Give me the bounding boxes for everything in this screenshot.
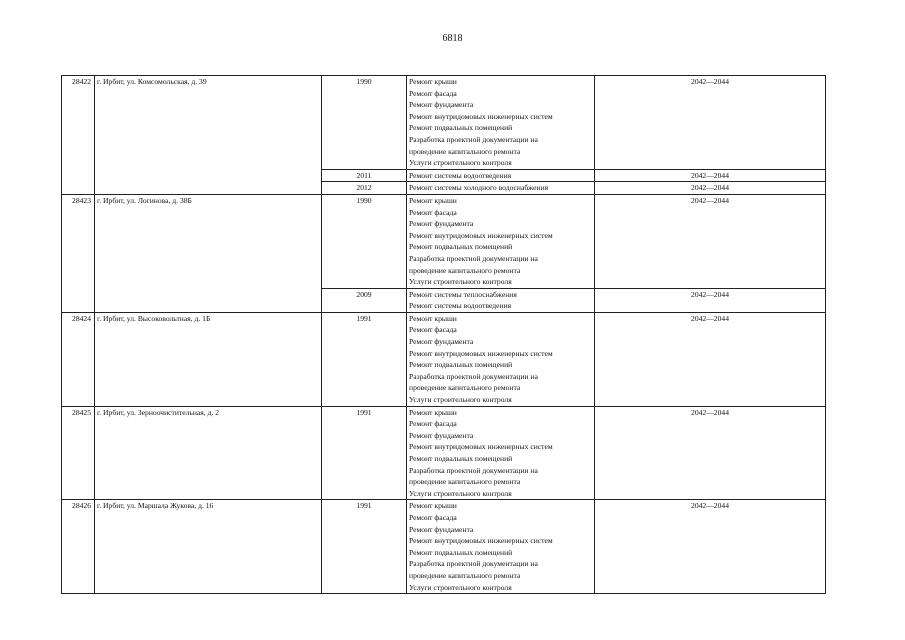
work-item: Ремонт фундамента bbox=[409, 100, 474, 110]
work-item: Ремонт крыши bbox=[409, 501, 457, 511]
table-row bbox=[62, 406, 826, 500]
work-item: Ремонт фасада bbox=[409, 207, 457, 217]
year-cell: 1991 bbox=[322, 500, 407, 594]
work-item: Ремонт подвальных помещений bbox=[409, 360, 513, 370]
period-cell: 2042—2044 bbox=[595, 500, 826, 594]
work-item: Услуги строительного контроля bbox=[409, 395, 512, 405]
works-cell bbox=[407, 76, 595, 170]
work-item: Услуги строительного контроля bbox=[409, 158, 512, 168]
house-id-cell: 28422 bbox=[62, 76, 95, 195]
work-item: Разработка проектной документации на bbox=[409, 559, 538, 569]
address-cell: г. Ирбит, ул. Логинова, д. 38Б bbox=[95, 194, 322, 312]
works-cell bbox=[407, 194, 595, 288]
address-cell: г. Ирбит, ул. Зерноочистительная, д. 2 bbox=[95, 406, 322, 500]
period-cell: 2042—2044 bbox=[595, 194, 826, 288]
work-item: Ремонт внутридомовых инженерных систем bbox=[409, 111, 553, 121]
house-id-cell: 28426 bbox=[62, 500, 95, 594]
work-item: Ремонт системы водоотведения bbox=[409, 170, 512, 180]
period-cell: 2042—2044 bbox=[595, 312, 826, 406]
work-item: Ремонт фасада bbox=[409, 512, 457, 522]
year-cell: 1991 bbox=[322, 312, 407, 406]
works-cell bbox=[407, 500, 595, 594]
work-item: Ремонт крыши bbox=[409, 195, 457, 205]
house-id-cell: 28423 bbox=[62, 194, 95, 312]
work-item: Ремонт подвальных помещений bbox=[409, 242, 513, 252]
period-cell: 2042—2044 bbox=[595, 169, 826, 182]
work-item: Ремонт фундамента bbox=[409, 337, 474, 347]
work-item: Разработка проектной документации на bbox=[409, 371, 538, 381]
period-cell: 2042—2044 bbox=[595, 288, 826, 312]
work-item: Ремонт фасада bbox=[409, 419, 457, 429]
work-item: Ремонт внутридомовых инженерных систем bbox=[409, 348, 553, 358]
work-item: Ремонт фундамента bbox=[409, 219, 474, 229]
period-cell: 2042—2044 bbox=[595, 182, 826, 195]
works-cell bbox=[407, 406, 595, 500]
work-item: Разработка проектной документации на bbox=[409, 253, 538, 263]
period-cell: 2042—2044 bbox=[595, 76, 826, 170]
work-item: Услуги строительного контроля bbox=[409, 277, 512, 287]
work-item: проведение капитального ремонта bbox=[409, 265, 521, 275]
year-cell: 2009 bbox=[322, 288, 407, 312]
work-item: Ремонт крыши bbox=[409, 77, 457, 86]
table-body bbox=[62, 76, 826, 594]
work-item: Ремонт внутридомовых инженерных систем bbox=[409, 536, 553, 546]
year-cell: 1990 bbox=[322, 194, 407, 288]
period-cell: 2042—2044 bbox=[595, 406, 826, 500]
work-item: Ремонт подвальных помещений bbox=[409, 123, 513, 133]
table-row bbox=[62, 312, 826, 406]
work-item: Ремонт внутридомовых инженерных систем bbox=[409, 230, 553, 240]
year-cell: 1991 bbox=[322, 406, 407, 500]
work-item: Ремонт системы холодного водоснабжения bbox=[409, 183, 549, 193]
year-cell: 1990 bbox=[322, 76, 407, 170]
works-cell bbox=[407, 312, 595, 406]
work-item: Ремонт фасада bbox=[409, 325, 457, 335]
address-cell: г. Ирбит, ул. Высоковольтная, д. 1Б bbox=[95, 312, 322, 406]
work-item: Разработка проектной документации на bbox=[409, 134, 538, 144]
year-cell: 2012 bbox=[322, 182, 407, 195]
work-item: Ремонт подвальных помещений bbox=[409, 547, 513, 557]
works-cell bbox=[407, 182, 595, 195]
table-row bbox=[62, 76, 826, 170]
work-item: проведение капитального ремонта bbox=[409, 383, 521, 393]
repair-schedule-table bbox=[61, 75, 826, 594]
table-row bbox=[62, 500, 826, 594]
address-cell: г. Ирбит, ул. Комсомольская, д. 39 bbox=[95, 76, 322, 195]
work-item: Ремонт подвальных помещений bbox=[409, 454, 513, 463]
work-item: проведение капитального ремонта bbox=[409, 477, 521, 487]
work-item: Ремонт фасада bbox=[409, 88, 457, 98]
work-item: Услуги строительного контроля bbox=[409, 582, 512, 592]
works-cell bbox=[407, 288, 595, 312]
work-item: проведение капитального ремонта bbox=[409, 146, 521, 156]
work-item: Ремонт крыши bbox=[409, 313, 457, 323]
work-item: Ремонт внутридомовых инженерных систем bbox=[409, 442, 553, 452]
works-cell bbox=[407, 169, 595, 182]
work-item: Ремонт системы теплоснабжения bbox=[409, 289, 517, 299]
work-item: проведение капитального ремонта bbox=[409, 570, 521, 580]
work-item: Ремонт фундамента bbox=[409, 524, 474, 534]
work-item: Разработка проектной документации на bbox=[409, 465, 538, 475]
work-item: Ремонт крыши bbox=[409, 407, 457, 417]
address-cell: г. Ирбит, ул. Маршала Жукова, д. 16 bbox=[95, 500, 322, 594]
house-id-cell: 28425 bbox=[62, 406, 95, 500]
page-number: 6818 bbox=[442, 33, 463, 44]
work-item: Ремонт фундамента bbox=[409, 430, 474, 440]
house-id-cell: 28424 bbox=[62, 312, 95, 406]
work-item: Ремонт системы водоотведения bbox=[409, 301, 512, 311]
work-item: Услуги строительного контроля bbox=[409, 488, 512, 498]
table-row bbox=[62, 194, 826, 288]
year-cell: 2011 bbox=[322, 169, 407, 182]
